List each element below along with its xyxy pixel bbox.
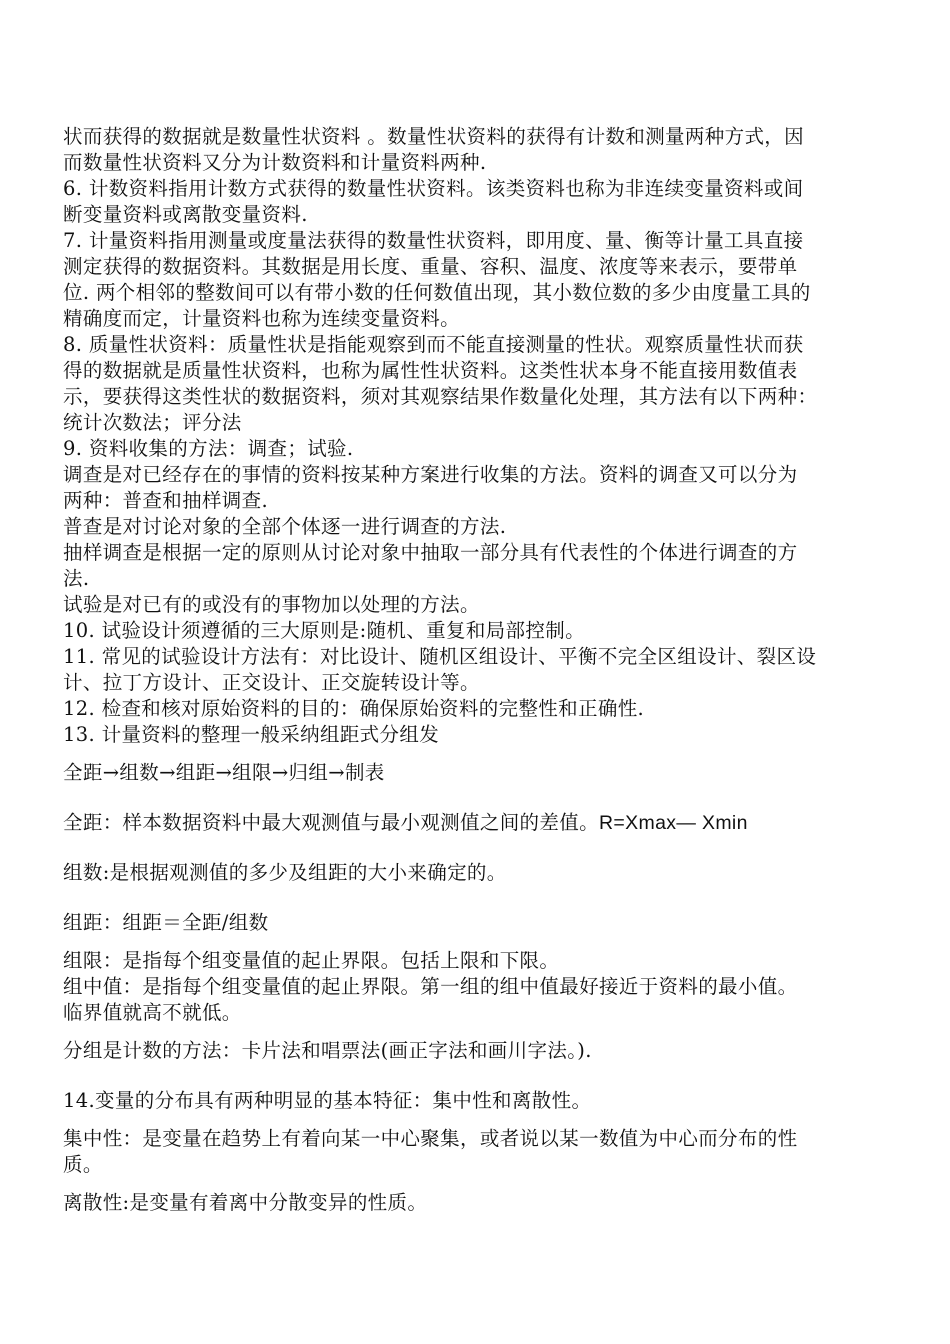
text-line-content: 组限：是指每个组变量值的起止界限。包括上限和下限。: [63, 949, 560, 972]
text-line: [63, 410, 903, 436]
text-line: [63, 696, 903, 722]
text-line: [63, 462, 903, 488]
text-line: [63, 306, 903, 332]
text-line: [63, 644, 903, 670]
text-line-content: 9. 资料收集的方法：调查；试验.: [63, 437, 354, 460]
text-line-content: 离散性:是变量有着离中分散变异的性质。: [63, 1191, 428, 1214]
text-line: [63, 280, 903, 306]
text-line-content: 12. 检查和核对原始资料的目的：确保原始资料的完整性和正确性.: [63, 697, 645, 720]
text-line: [63, 860, 903, 886]
text-line-content: 组数:是根据观测值的多少及组距的大小来确定的。: [63, 861, 507, 884]
text-line-content: 集中性：是变量在趋势上有着向某一中心聚集，或者说以某一数值为中心而分布的性: [63, 1127, 798, 1150]
text-line-content: 计、拉丁方设计、正交设计、正交旋转设计等。: [63, 671, 480, 694]
text-line: [63, 974, 903, 1000]
document-body: [63, 124, 903, 1216]
text-line-content: 13. 计量资料的整理一般采纳组距式分组发: [63, 723, 440, 746]
text-line: [63, 760, 903, 786]
text-line: [63, 150, 903, 176]
text-line-content: 6. 计数资料指用计数方式获得的数量性状资料。该类资料也称为非连续变量资料或间: [63, 177, 804, 200]
text-line: [63, 948, 903, 974]
text-line-content: 抽样调查是根据一定的原则从讨论对象中抽取一部分具有代表性的个体进行调查的方: [63, 541, 798, 564]
text-line-content: 得的数据就是质量性状资料，也称为属性性状资料。这类性状本身不能直接用数值表: [63, 359, 798, 382]
text-line: [63, 722, 903, 748]
formula-text: R=Xmax— Xmin: [598, 812, 748, 834]
text-line: [63, 810, 903, 836]
text-line: [63, 618, 903, 644]
text-line: [63, 670, 903, 696]
text-line-content: 14.变量的分布具有两种明显的基本特征：集中性和离散性。: [63, 1089, 592, 1112]
text-line: [63, 514, 903, 540]
text-line: [63, 358, 903, 384]
text-line: [63, 176, 903, 202]
text-line-content: 精确度而定，计量资料也称为连续变量资料。: [63, 307, 461, 330]
text-line: [63, 1190, 903, 1216]
text-line: [63, 436, 903, 462]
text-line: [63, 566, 903, 592]
text-line-content: 组中值：是指每个组变量值的起止界限。第一组的组中值最好接近于资料的最小值。: [63, 975, 798, 998]
text-line-content: 普查是对讨论对象的全部个体逐一进行调查的方法.: [63, 515, 507, 538]
text-line-content: 质。: [63, 1153, 103, 1176]
text-line: [63, 592, 903, 618]
text-line: [63, 124, 903, 150]
text-line-content: 而数量性状资料又分为计数资料和计量资料两种.: [63, 151, 487, 174]
text-line-content: 组距：组距＝全距/组数: [63, 911, 269, 934]
text-line: [63, 1088, 903, 1114]
text-line: [63, 254, 903, 280]
text-line-content: 10. 试验设计须遵循的三大原则是:随机、重复和局部控制。: [63, 619, 585, 642]
text-line-content: 11. 常见的试验设计方法有：对比设计、随机区组设计、平衡不完全区组设计、裂区设: [63, 645, 817, 668]
text-line-content: 全距→组数→组距→组限→归组→制表: [63, 761, 385, 784]
text-line: [63, 1126, 903, 1152]
text-line-content: 法.: [63, 567, 90, 590]
text-line: [63, 910, 903, 936]
text-line-content: 示，要获得这类性状的数据资料，须对其观察结果作数量化处理，其方法有以下两种：: [63, 385, 818, 408]
text-line-content: 两种：普查和抽样调查.: [63, 489, 269, 512]
text-line: [63, 1038, 903, 1064]
text-line: [63, 540, 903, 566]
text-line: [63, 1000, 903, 1026]
text-line-content: 位. 两个相邻的整数间可以有带小数的任何数值出现，其小数位数的多少由度量工具的: [63, 281, 811, 304]
text-line-content: 状而获得的数据就是数量性状资料 。数量性状资料的获得有计数和测量两种方式，因: [63, 125, 804, 148]
text-line: [63, 332, 903, 358]
text-line-content: 全距：样本数据资料中最大观测值与最小观测值之间的差值。: [63, 811, 599, 834]
text-line-content: 分组是计数的方法：卡片法和唱票法(画正字法和画川字法。).: [63, 1039, 592, 1062]
text-line: [63, 228, 903, 254]
text-line-content: 7. 计量资料指用测量或度量法获得的数量性状资料，即用度、量、衡等计量工具直接: [63, 229, 804, 252]
text-line-content: 统计次数法；评分法: [63, 411, 242, 434]
text-line: [63, 202, 903, 228]
text-line: [63, 488, 903, 514]
text-line-content: 断变量资料或离散变量资料.: [63, 203, 308, 226]
text-line-content: 调查是对已经存在的事情的资料按某种方案进行收集的方法。资料的调查又可以分为: [63, 463, 798, 486]
text-line-content: 试验是对已有的或没有的事物加以处理的方法。: [63, 593, 480, 616]
text-line: [63, 1152, 903, 1178]
text-line: [63, 384, 903, 410]
text-line-content: 测定获得的数据资料。其数据是用长度、重量、容积、温度、浓度等来表示，要带单: [63, 255, 798, 278]
text-line-content: 临界值就高不就低。: [63, 1001, 242, 1024]
text-line-content: 8. 质量性状资料：质量性状是指能观察到而不能直接测量的性状。观察质量性状而获: [63, 333, 804, 356]
